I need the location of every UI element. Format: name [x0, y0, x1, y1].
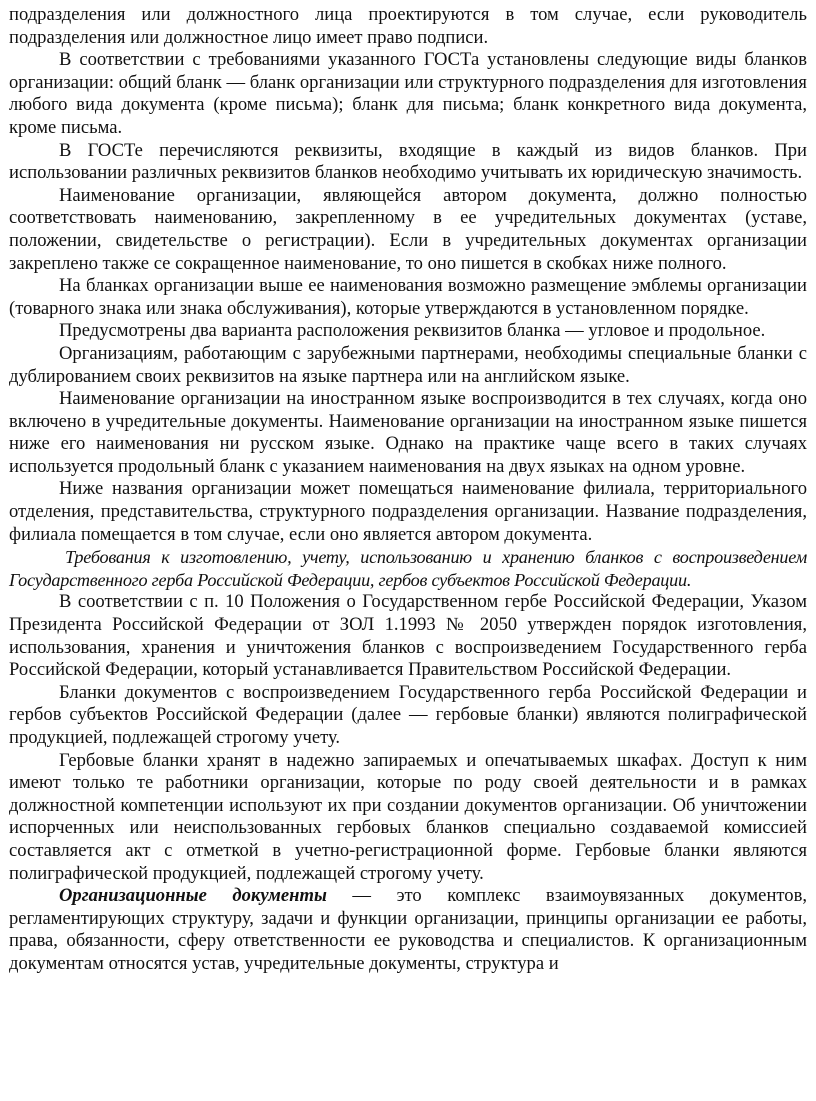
paragraph-foreign-partners: Организациям, работающим с зарубежными партнерами, необходимы специальные бланки с дублированием своих реквизитов на языке партнера или на английском языке. — [9, 342, 807, 387]
paragraph-blank-signature: подразделения или должностного лица проектируются в том случае, если руководитель подразделения или должностное лицо имеет право подписи. — [9, 4, 807, 48]
paragraph-organizational-documents — [9, 885, 807, 975]
paragraph-foreign-name: Наименование организации на иностранном языке воспроизводится в тех случаях, когда оно включено в учредительные документы. Наименование организации на иностранном языке пишется ниже его наименования ни русском языке. Однако на практике чаще всего в таких случаях используется продольный бланк с указанием наименования на двух языках на одном уровне. — [9, 388, 807, 477]
paragraph-coat-of-arms-blanks: Бланки документов с воспроизведением Государственного герба Российской Федерации и гербов субъектов Российской Федерации (далее — гербовые бланки) являются полиграфической продукцией, подлежащей строгому учету. — [9, 681, 807, 748]
paragraph-organization-name: Наименование организации, являющейся автором документа, должно полностью соответствовать наименованию, закрепленному в ее учредительных документах (уставе, положении, свидетельстве о регистрации). Если в учредительных документах организации закреплено также се сокращенное наименование, то оно пишется в скобках ниже полного. — [9, 184, 807, 274]
term-organizational-documents: Организационные документы — [59, 885, 327, 907]
definition-text: — это комплекс взаимоувязанных документов, регламентирующих структуру, задачи и функции организации, принципы организации ее работы, права, обязанности, сферу ответственности ее руководства и специалистов. К организационным документам относятся устав, учредительные документы, структура и — [9, 885, 807, 974]
section-heading: Требования к изготовлению, учету, использованию и хранению бланков с воспроизведением Государственного герба Российской Федерации, гербов субъектов Российской Федерации. — [9, 547, 807, 590]
paragraph-emblem: На бланках организации выше ее наименования возможно размещение эмблемы организации (товарного знака или знака обслуживания), которые утверждаются в установленном порядке. — [9, 275, 807, 319]
paragraph-branch-name: Ниже названия организации может помещаться наименование филиала, территориального отделения, представительства, структурного подразделения организации. Название подразделения, филиала помещается в том случае, если оно является автором документа. — [9, 478, 807, 545]
paragraph-requisites: В ГОСТе перечисляются реквизиты, входящие в каждый из видов бланков. При использовании различных реквизитов бланков необходимо учитывать их юридическую значимость. — [9, 139, 807, 184]
paragraph-blank-types: В соответствии с требованиями указанного ГОСТа установлены следующие виды бланков организации: общий бланк — бланк организации или структурного подразделения для изготовления любого вида документа (кроме письма); бланк для письма; бланк конкретного вида документа, кроме письма. — [9, 49, 807, 138]
paragraph-layout-variants: Предусмотрены два варианта расположения реквизитов бланка — угловое и продольное. — [59, 320, 766, 342]
paragraph-storage: Гербовые бланки хранят в надежно запираемых и опечатываемых шкафах. Доступ к ним имеют только те работники организации, которые по роду своей деятельности и в рамках должностной компетенции используют их при создании документов организации. Об уничтожении испорченных или неиспользованных гербовых бланков специально создаваемой комиссией составляется акт с отметкой в учетно-регистрационной форме. Гербовые бланки являются полиграфической продукцией, подлежащей строгому учету. — [9, 749, 807, 884]
paragraph-decree: В соответствии с п. 10 Положения о Государственном гербе Российской Федерации, Указом Президента Российской Федерации от ЗОЛ 1.1993 № 2050 утвержден порядок изготовления, использования, хранения и уничтожения бланков с воспроизведением Государственного герба Российской Федерации, который устанавливается Правительством Российской Федерации. — [9, 591, 807, 681]
